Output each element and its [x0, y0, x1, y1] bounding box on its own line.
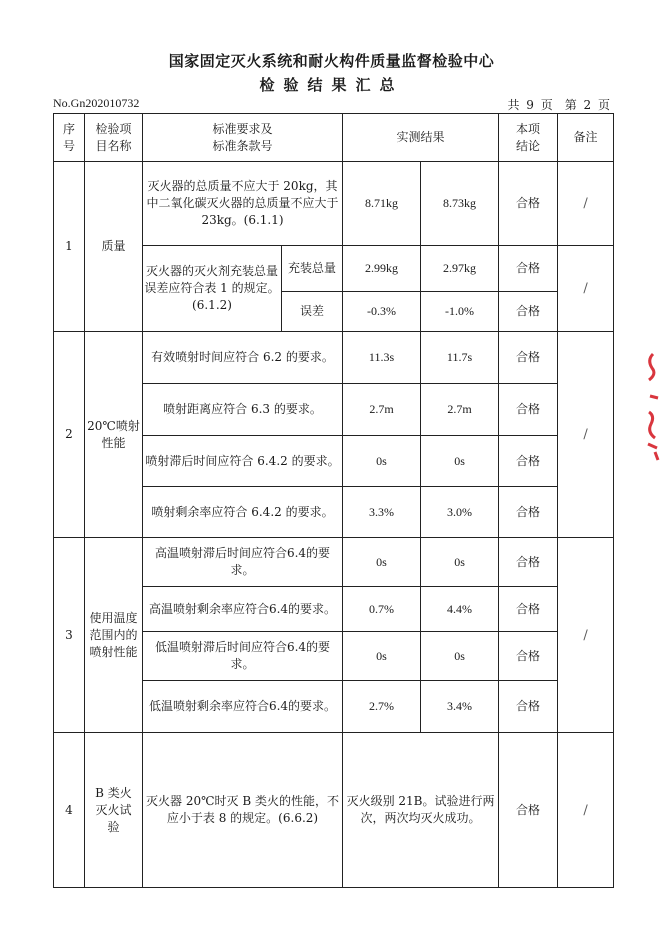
result-1: 11.3s: [343, 332, 421, 384]
table-row: [54, 332, 614, 384]
result-1: 2.7%: [343, 681, 421, 733]
result-1: 0s: [343, 436, 421, 487]
table-row: [54, 162, 614, 246]
requirement-cell: 高温喷射剩余率应符合6.4的要求。: [143, 587, 343, 632]
table-row: [54, 733, 614, 888]
result-merged: 灭火级别 21B。试验进行两次，两次均灭火成功。: [343, 733, 499, 888]
conclusion-cell: 合格: [499, 587, 558, 632]
result-2: 4.4%: [421, 587, 499, 632]
conclusion-cell: 合格: [499, 292, 558, 332]
header-remark: 备注: [558, 114, 614, 162]
document-title: 国家固定灭火系统和耐火构件质量监督检验中心: [168, 52, 495, 70]
remark-cell: /: [558, 162, 614, 246]
result-1: 2.7m: [343, 384, 421, 436]
conclusion-cell: 合格: [499, 332, 558, 384]
remark-cell: /: [558, 538, 614, 733]
requirement-cell: 低温喷射剩余率应符合6.4的要求。: [143, 681, 343, 733]
requirement-cell: 灭火器 20℃时灭 B 类火的性能，不应小于表 8 的规定。(6.6.2): [143, 733, 343, 888]
requirement-cell: 喷射剩余率应符合 6.4.2 的要求。: [143, 487, 343, 538]
sub-item-cell: 误差: [282, 292, 343, 332]
header-standard: 标准要求及 标准条款号: [143, 114, 343, 162]
requirement-cell: 灭火器的灭火剂充装总量误差应符合表 1 的规定。(6.1.2): [143, 246, 282, 332]
result-2: 3.0%: [421, 487, 499, 538]
seq-cell: 2: [54, 332, 85, 538]
header-seq: 序 号: [54, 114, 85, 162]
conclusion-cell: 合格: [499, 384, 558, 436]
conclusion-cell: 合格: [499, 246, 558, 292]
header-conclusion: 本项 结论: [499, 114, 558, 162]
seq-cell: 3: [54, 538, 85, 733]
result-2: 0s: [421, 436, 499, 487]
requirement-cell: 有效喷射时间应符合 6.2 的要求。: [143, 332, 343, 384]
remark-cell: /: [558, 332, 614, 538]
conclusion-cell: 合格: [499, 487, 558, 538]
result-1: 0s: [343, 538, 421, 587]
document-subtitle: 检验结果汇总: [259, 76, 404, 94]
requirement-cell: 灭火器的总质量不应大于 20kg，其中二氧化碳灭火器的总质量不应大于 23kg。(6.1.1): [143, 162, 343, 246]
result-1: 3.3%: [343, 487, 421, 538]
table-row: [54, 538, 614, 587]
header-item: 检验项 目名称: [85, 114, 143, 162]
seal-stamp-icon: [643, 352, 661, 462]
remark-cell: /: [558, 246, 614, 332]
header-result: 实测结果: [343, 114, 499, 162]
result-2: 2.7m: [421, 384, 499, 436]
item-cell: 质量: [85, 162, 143, 332]
report-number: No.Gn202010732: [53, 96, 140, 110]
result-1: 0.7%: [343, 587, 421, 632]
requirement-cell: 喷射滞后时间应符合 6.4.2 的要求。: [143, 436, 343, 487]
result-2: 3.4%: [421, 681, 499, 733]
results-table: [53, 113, 614, 888]
conclusion-cell: 合格: [499, 733, 558, 888]
item-cell: 20℃喷射性能: [85, 332, 143, 538]
conclusion-cell: 合格: [499, 538, 558, 587]
result-2: 11.7s: [421, 332, 499, 384]
remark-cell: /: [558, 733, 614, 888]
requirement-cell: 喷射距离应符合 6.3 的要求。: [143, 384, 343, 436]
table-header-row: [54, 114, 614, 162]
seq-cell: 4: [54, 733, 85, 888]
seq-cell: 1: [54, 162, 85, 332]
result-1: 8.71kg: [343, 162, 421, 246]
result-1: -0.3%: [343, 292, 421, 332]
result-2: 2.97kg: [421, 246, 499, 292]
sub-item-cell: 充装总量: [282, 246, 343, 292]
requirement-cell: 低温喷射滞后时间应符合6.4的要求。: [143, 632, 343, 681]
result-1: 2.99kg: [343, 246, 421, 292]
requirement-cell: 高温喷射滞后时间应符合6.4的要求。: [143, 538, 343, 587]
result-2: 8.73kg: [421, 162, 499, 246]
conclusion-cell: 合格: [499, 436, 558, 487]
result-2: -1.0%: [421, 292, 499, 332]
result-1: 0s: [343, 632, 421, 681]
result-2: 0s: [421, 632, 499, 681]
conclusion-cell: 合格: [499, 162, 558, 246]
conclusion-cell: 合格: [499, 632, 558, 681]
page-info: 共 9 页 第 2 页: [507, 98, 610, 112]
result-2: 0s: [421, 538, 499, 587]
item-cell: B 类火灭火试验: [85, 733, 143, 888]
conclusion-cell: 合格: [499, 681, 558, 733]
item-cell: 使用温度范围内的喷射性能: [85, 538, 143, 733]
